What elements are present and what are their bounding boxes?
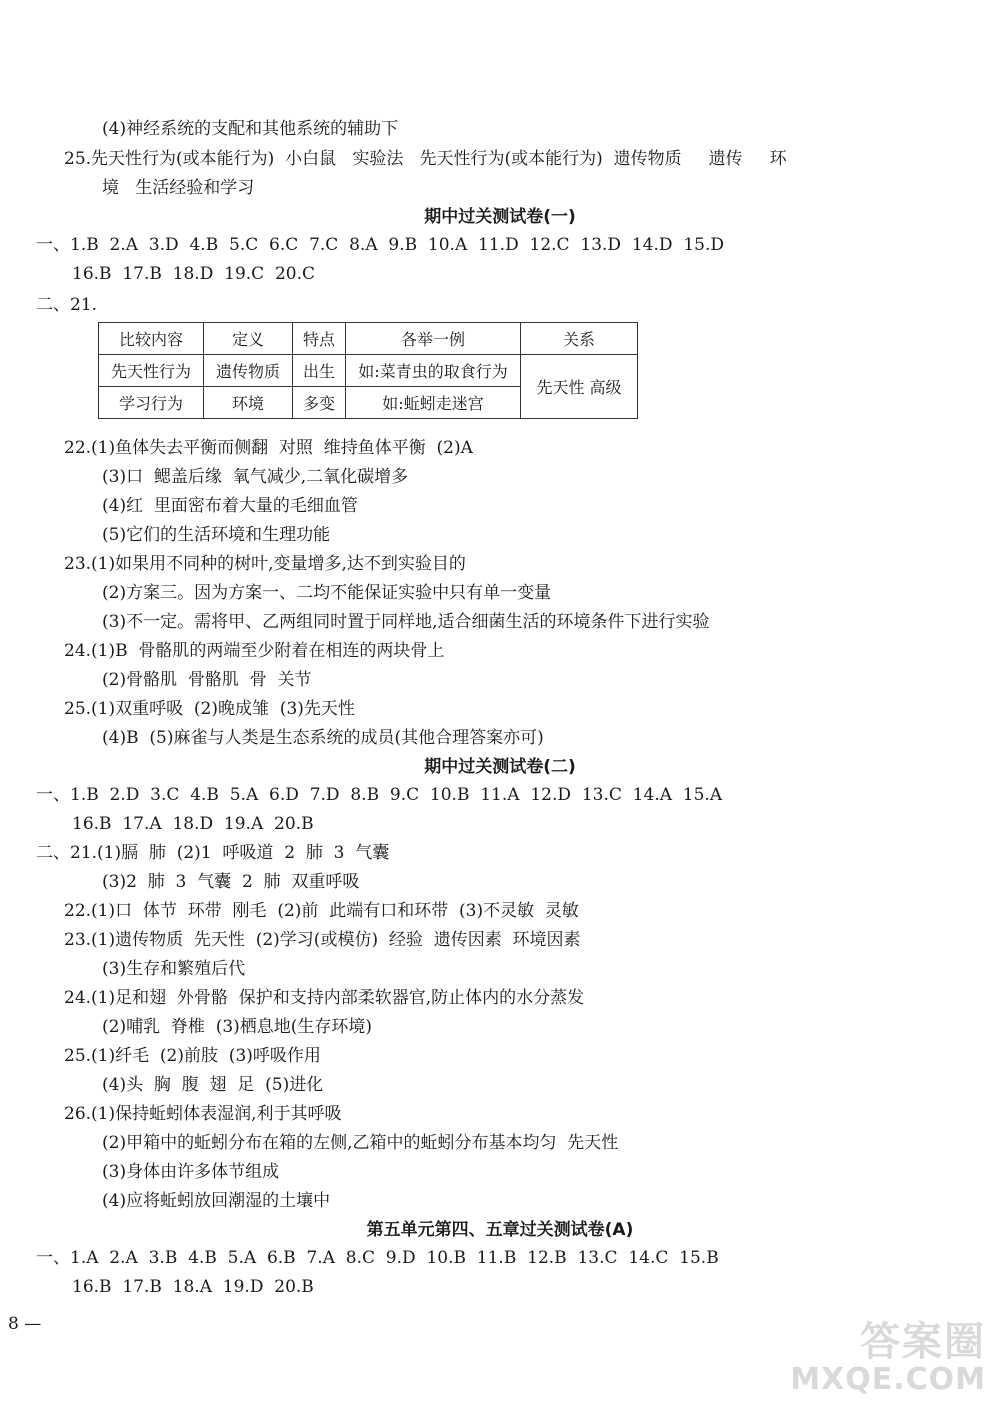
watermark bbox=[756, 1310, 986, 1410]
table-cell: 先天性行为 bbox=[99, 355, 204, 387]
page-number: 8 — bbox=[8, 1314, 42, 1334]
table-cell: 多变 bbox=[293, 387, 346, 419]
answer-line: (3)身体由许多体节组成 bbox=[102, 1162, 280, 1182]
answer-line: 23.(1)如果用不同种的树叶,变量增多,达不到实验目的 bbox=[64, 554, 466, 574]
answer-line: (4)红 里面密布着大量的毛细血管 bbox=[102, 496, 358, 516]
mc-answers: 一、1.A 2.A 3.B 4.B 5.A 6.B 7.A 8.C 9.D 10.B 11.B 12.B 13.C 14.C 15.B bbox=[36, 1248, 719, 1268]
mc-answers: 16.B 17.B 18.D 19.C 20.C bbox=[72, 264, 316, 284]
answer-line: (5)它们的生活环境和生理功能 bbox=[102, 525, 331, 545]
table-cell-relation: 先天性 高级 bbox=[521, 355, 638, 419]
comparison-table bbox=[98, 322, 638, 419]
answer-line: 26.(1)保持蚯蚓体表湿润,利于其呼吸 bbox=[64, 1104, 342, 1124]
answer-line: 25.(1)纤毛 (2)前肢 (3)呼吸作用 bbox=[64, 1046, 321, 1066]
table-header-cell: 各举一例 bbox=[346, 323, 521, 355]
mc-answers: 一、1.B 2.A 3.D 4.B 5.C 6.C 7.C 8.A 9.B 10.A 11.D 12.C 13.D 14.D 15.D bbox=[36, 235, 724, 255]
mc-answers: 16.B 17.B 18.A 19.D 20.B bbox=[72, 1277, 314, 1297]
table-cell: 如:菜青虫的取食行为 bbox=[346, 355, 521, 387]
answer-line: (2)骨骼肌 骨骼肌 骨 关节 bbox=[102, 670, 312, 690]
answer-line: (2)哺乳 脊椎 (3)栖息地(生存环境) bbox=[102, 1017, 373, 1037]
answer-line: (4)头 胸 腹 翅 足 (5)进化 bbox=[102, 1075, 324, 1095]
watermark-url: MXQE.COM bbox=[790, 1362, 986, 1397]
table-cell: 学习行为 bbox=[99, 387, 204, 419]
table-row bbox=[99, 355, 638, 387]
table-header-cell: 比较内容 bbox=[99, 323, 204, 355]
table-cell: 如:蚯蚓走迷宫 bbox=[346, 387, 521, 419]
answer-line: 22.(1)鱼体失去平衡而侧翻 对照 维持鱼体平衡 (2)A bbox=[64, 438, 473, 458]
section-title: 期中过关测试卷(一) bbox=[424, 207, 576, 227]
answer-line: 24.(1)足和翅 外骨骼 保护和支持内部柔软器官,防止体内的水分蒸发 bbox=[64, 988, 585, 1008]
answer-line: (4)应将蚯蚓放回潮湿的土壤中 bbox=[102, 1191, 331, 1211]
section-title: 第五单元第四、五章过关测试卷(A) bbox=[366, 1220, 634, 1240]
answer-line: (3)口 鳃盖后缘 氧气减少,二氧化碳增多 bbox=[102, 467, 409, 487]
table-header-cell: 关系 bbox=[521, 323, 638, 355]
table-header-row bbox=[99, 323, 638, 355]
answer-line: 二、21.(1)膈 肺 (2)1 呼吸道 2 肺 3 气囊 bbox=[36, 843, 390, 863]
table-header-cell: 定义 bbox=[204, 323, 293, 355]
table-cell: 环境 bbox=[204, 387, 293, 419]
question-label: 二、21. bbox=[36, 295, 98, 315]
answer-line: (4)B (5)麻雀与人类是生态系统的成员(其他合理答案亦可) bbox=[102, 728, 544, 748]
table-cell: 遗传物质 bbox=[204, 355, 293, 387]
answer-line: (2)方案三。因为方案一、二均不能保证实验中只有单一变量 bbox=[102, 583, 552, 603]
watermark-logo: 答案圈 bbox=[860, 1319, 986, 1365]
answer-line: (3)不一定。需将甲、乙两组同时置于同样地,适合细菌生活的环境条件下进行实验 bbox=[102, 612, 710, 632]
answer-line: 22.(1)口 体节 环带 刚毛 (2)前 此端有口和环带 (3)不灵敏 灵敏 bbox=[64, 901, 579, 921]
answer-line: (3)生存和繁殖后代 bbox=[102, 959, 246, 979]
mc-answers: 一、1.B 2.D 3.C 4.B 5.A 6.D 7.D 8.B 9.C 10.B 11.A 12.D 13.C 14.A 15.A bbox=[36, 785, 723, 805]
table-cell: 出生 bbox=[293, 355, 346, 387]
answer-line: 25.(1)双重呼吸 (2)晚成雏 (3)先天性 bbox=[64, 699, 355, 719]
answer-line: 24.(1)B 骨骼肌的两端至少附着在相连的两块骨上 bbox=[64, 641, 445, 661]
answer-line: (2)甲箱中的蚯蚓分布在箱的左侧,乙箱中的蚯蚓分布基本均匀 先天性 bbox=[102, 1133, 619, 1153]
answer-line: 25.先天性行为(或本能行为) 小白鼠 实验法 先天性行为(或本能行为) 遗传物质 遗传 环 bbox=[64, 149, 787, 169]
answer-line: 23.(1)遗传物质 先天性 (2)学习(或模仿) 经验 遗传因素 环境因素 bbox=[64, 930, 581, 950]
answer-line: (4)神经系统的支配和其他系统的辅助下 bbox=[102, 119, 399, 139]
answer-line: (3)2 肺 3 气囊 2 肺 双重呼吸 bbox=[102, 872, 360, 892]
table-header-cell: 特点 bbox=[293, 323, 346, 355]
section-title: 期中过关测试卷(二) bbox=[424, 757, 576, 777]
mc-answers: 16.B 17.A 18.D 19.A 20.B bbox=[72, 814, 314, 834]
answer-line: 境 生活经验和学习 bbox=[102, 178, 255, 198]
